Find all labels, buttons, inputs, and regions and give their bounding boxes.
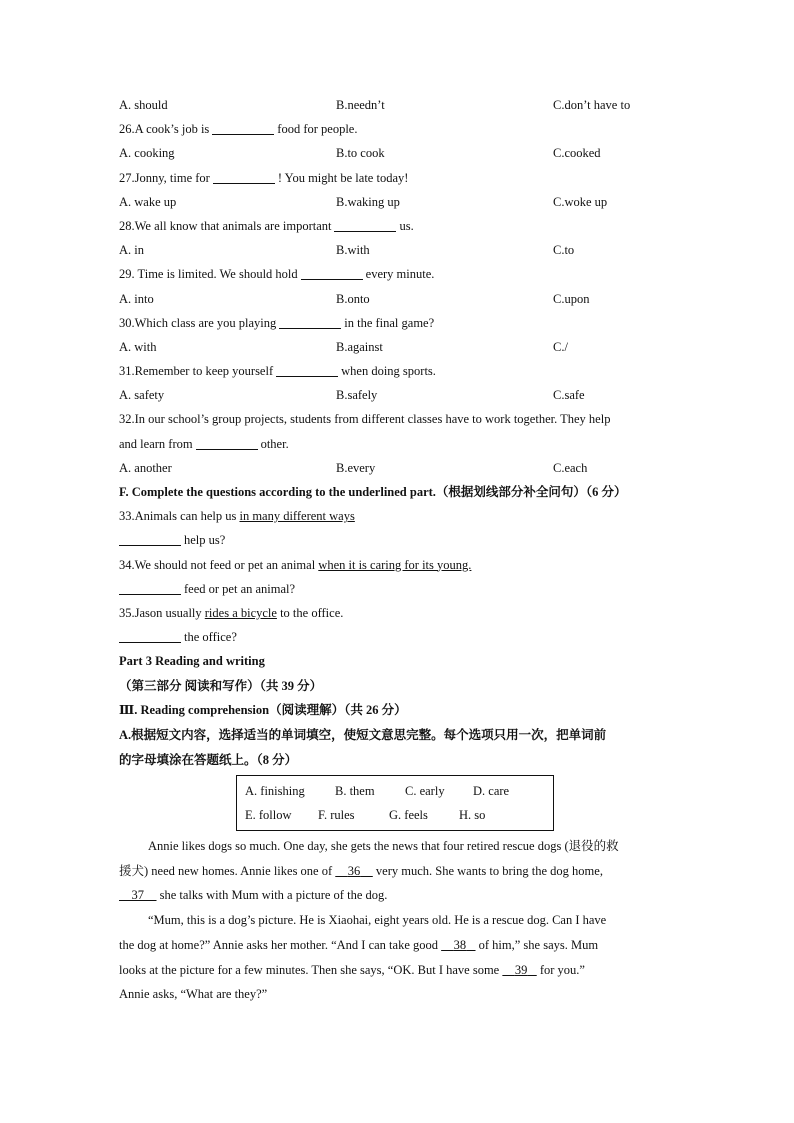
option-a: A. another	[119, 460, 172, 475]
answer-blank	[334, 217, 396, 232]
part3-title: Part 3 Reading and writing	[119, 654, 265, 669]
q32-options	[119, 456, 675, 480]
option-c: C.to	[553, 243, 575, 258]
answer-33	[119, 528, 675, 552]
passage-text: for you.”	[539, 962, 585, 977]
underlined-part: rides a bicycle	[204, 605, 277, 620]
blank-number: 36	[347, 863, 361, 878]
answer-34	[119, 577, 675, 601]
word-option: E. follow	[245, 808, 292, 823]
passage-text: the dog at home?” Annie asks her mother. “And I can take good	[119, 937, 439, 952]
question-29	[119, 262, 675, 286]
option-a: A. cooking	[119, 146, 175, 161]
passage-line	[119, 958, 675, 983]
passage	[119, 834, 675, 1007]
blank-number: 37	[131, 888, 144, 903]
answer-text: the office?	[184, 630, 237, 645]
word-option: G. feels	[389, 808, 428, 823]
answer-blank	[276, 362, 338, 377]
blank-36	[335, 864, 373, 878]
section-a-instruction-2: 的字母填涂在答题纸上。（8 分）	[119, 752, 298, 767]
passage-line: Annie likes dogs so much. One day, she gets the news that four retired rescue dogs (退役的救	[148, 839, 619, 854]
question-26	[119, 117, 675, 141]
option-c: C.cooked	[553, 146, 601, 161]
question-text: 34.We should not feed or pet an animal	[119, 557, 316, 572]
option-b: B.with	[336, 243, 370, 258]
answer-blank	[213, 169, 275, 184]
answer-text: help us?	[184, 533, 226, 548]
word-box-wrapper	[119, 772, 675, 834]
question-30	[119, 311, 675, 335]
question-text: 33.Animals can help us	[119, 509, 237, 524]
question-text-end: in the final game?	[344, 315, 435, 330]
question-31	[119, 359, 675, 383]
blank-37	[119, 888, 157, 902]
section-f-heading: F. Complete the questions according to the underlined part.（根据划线部分补全问句）（6 分）	[119, 485, 627, 499]
question-32-cont	[119, 432, 675, 456]
passage-text: 援犬) need new homes. Annie likes one of	[119, 863, 333, 878]
question-text: 26.A cook’s job is	[119, 122, 210, 137]
q31-options	[119, 383, 675, 407]
passage-line	[119, 933, 675, 958]
answer-blank	[212, 120, 274, 135]
part3-subtitle: （第三部分 阅读和写作）（共 39 分）	[119, 678, 323, 693]
option-a: A. with	[119, 339, 157, 354]
option-a: A. in	[119, 243, 144, 258]
question-text: 30.Which class are you playing	[119, 315, 277, 330]
section-a-instruction-1: A.根据短文内容，选择适当的单词填空，使短文意思完整。每个选项只用一次，把单词前	[119, 727, 607, 742]
question-text-end: food for people.	[277, 122, 358, 137]
question-27	[119, 166, 675, 190]
exam-page	[119, 93, 675, 1007]
question-text-end: to the office.	[280, 605, 344, 620]
option-c: C.upon	[553, 291, 590, 306]
word-option: C. early	[405, 784, 445, 799]
answer-blank	[119, 531, 181, 546]
blank-39	[502, 963, 536, 977]
word-option: A. finishing	[245, 784, 305, 799]
option-c: C.safe	[553, 388, 585, 403]
answer-blank	[119, 628, 181, 643]
passage-text: she talks with Mum with a picture of the dog.	[159, 888, 388, 903]
q25-options	[119, 93, 675, 117]
option-a: A. safety	[119, 388, 165, 403]
passage-line	[119, 859, 675, 884]
question-text-end: us.	[399, 218, 414, 233]
blank-38	[441, 938, 475, 952]
question-text: 27.Jonny, time for	[119, 170, 210, 185]
option-b: B.to cook	[336, 146, 385, 161]
answer-blank	[196, 435, 258, 450]
word-option: D. care	[473, 784, 510, 799]
question-text: 32.In our school’s group projects, students from different classes have to work together. They help	[119, 412, 611, 427]
word-option: F. rules	[318, 808, 355, 823]
option-c: C./	[553, 339, 568, 354]
option-b: B.against	[336, 339, 383, 354]
option-c: C.each	[553, 460, 588, 475]
passage-line: Annie asks, “What are they?”	[119, 987, 268, 1002]
answer-blank	[301, 265, 363, 280]
option-a: A. into	[119, 291, 154, 306]
answer-text: feed or pet an animal?	[184, 581, 296, 596]
question-32	[119, 407, 675, 431]
question-text: and learn from	[119, 436, 193, 451]
answer-35	[119, 625, 675, 649]
option-b: B.onto	[336, 291, 370, 306]
answer-blank	[119, 580, 181, 595]
word-option: B. them	[335, 784, 375, 799]
passage-text: very much. She wants to bring the dog home,	[375, 863, 603, 878]
option-b: B.needn’t	[336, 98, 385, 112]
q26-options	[119, 141, 675, 165]
word-option: H. so	[459, 808, 486, 823]
passage-line	[119, 883, 675, 908]
option-c: C.woke up	[553, 194, 608, 209]
question-text-end: ! You might be late today!	[277, 170, 409, 185]
question-text: 31.Remember to keep yourself	[119, 364, 274, 379]
question-text: 35.Jason usually	[119, 605, 202, 620]
underlined-part: in many different ways	[239, 509, 355, 524]
option-c: C.don’t have to	[553, 98, 631, 112]
question-35	[119, 601, 675, 625]
option-a: A. should	[119, 98, 168, 112]
question-33	[119, 504, 675, 528]
blank-number: 38	[453, 937, 467, 952]
blank-number: 39	[514, 962, 528, 977]
answer-blank	[279, 314, 341, 329]
question-text: 28.We all know that animals are important	[119, 218, 332, 233]
option-b: B.waking up	[336, 194, 400, 209]
question-text-end: other.	[260, 436, 289, 451]
question-text-end: every minute.	[365, 267, 435, 282]
q27-options	[119, 190, 675, 214]
passage-text: looks at the picture for a few minutes. Then she says, “OK. But I have some	[119, 962, 500, 977]
underlined-part: when it is caring for its young.	[318, 557, 472, 572]
q29-options	[119, 287, 675, 311]
section3-title: Ⅲ. Reading comprehension（阅读理解）（共 26 分）	[119, 702, 407, 717]
option-b: B.safely	[336, 388, 378, 403]
option-a: A. wake up	[119, 194, 177, 209]
question-text-end: when doing sports.	[341, 364, 436, 379]
question-28	[119, 214, 675, 238]
word-box	[236, 775, 554, 831]
question-34	[119, 553, 675, 577]
question-text: 29. Time is limited. We should hold	[119, 267, 298, 282]
passage-text: of him,” she says. Mum	[478, 937, 599, 952]
option-b: B.every	[336, 460, 376, 475]
passage-line: “Mum, this is a dog’s picture. He is Xiaohai, eight years old. He is a rescue dog. Can I have	[148, 913, 607, 928]
q30-options	[119, 335, 675, 359]
q28-options	[119, 238, 675, 262]
